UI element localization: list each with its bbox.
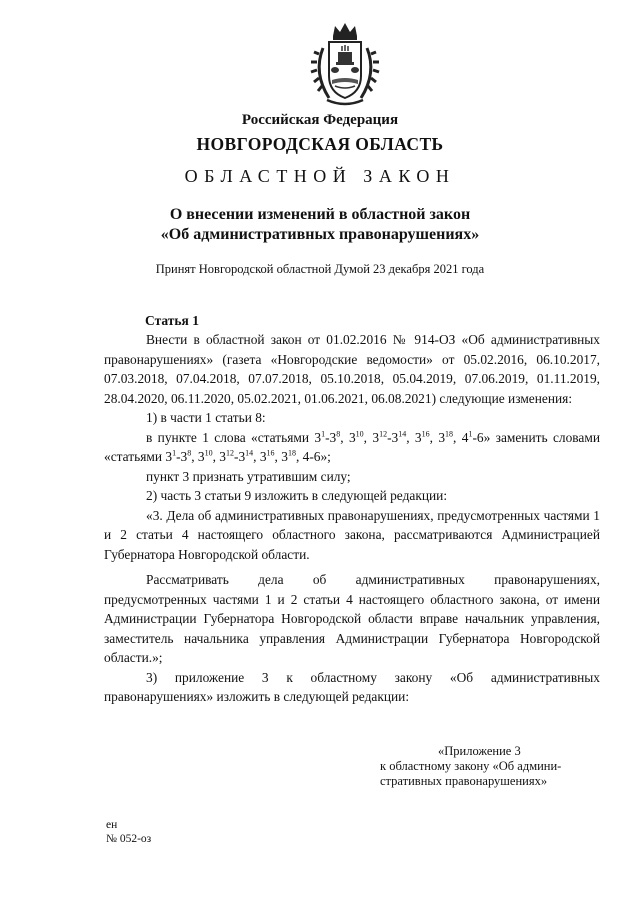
appendix-heading <box>380 744 600 789</box>
law-title <box>60 205 580 245</box>
footer-initials: ен <box>106 819 118 831</box>
appendix-line3: стративных правонарушениях» <box>380 774 548 788</box>
paragraph-item-1-point-3: пункт 3 признать утратившим силу; <box>146 468 351 484</box>
region-name: НОВГОРОДСКАЯ ОБЛАСТЬ <box>196 134 444 154</box>
paragraph-item-2: 2) часть 3 статьи 9 изложить в следующей редакции: <box>146 488 448 503</box>
paragraph-item-1: 1) в части 1 статьи 8: <box>146 410 266 425</box>
appendix-line1: «Приложение 3 <box>438 744 521 758</box>
paragraph-item-1-words: в пункте 1 слова «статьями $3^1-3^8$, $3^{10}$, $3^{12}-3^{14}$, $3^{16}$, $3^{18}$, $4^1-6$» заменить словами «статьями $3^1-3^8$, $3^{10}$, $3^{12}-3^{14}$, $3^{16}$, $3^{18}$, 4-6»; <box>104 429 600 464</box>
law-type: ОБЛАСТНОЙ ЗАКОН <box>184 166 456 186</box>
footer-number: № 052-оз <box>106 833 152 845</box>
paragraph-quote-consider: Рассматривать дела об административных правонарушениях, предусмотренных частями 1 и 2 статьи 4 настоящего областного закона, от имени Администрации Губернатора Новгородской области вправе начальник управления, заместитель начальника управления Администрации Губернатора Новгородской области.»; <box>104 572 600 665</box>
document-body <box>104 330 600 707</box>
paragraph-quote-part-3: «3. Дела об административных правонарушениях, предусмотренных частями 1 и 2 статьи 4 настоящего областного закона, рассматриваются Администрацией Губернатора Новгородской области. <box>104 507 600 562</box>
paragraph-item-3: 3) приложение 3 к областному закону «Об административных правонарушениях» изложить в следующей редакции: <box>104 669 600 704</box>
footer-registration <box>106 818 151 846</box>
adoption-line: Принят Новгородской областной Думой 23 декабря 2021 года <box>155 262 485 276</box>
federation-name: Российская Федерация <box>241 112 399 128</box>
appendix-line2: к областному закону «Об админи- <box>380 759 562 773</box>
law-title-line2: «Об административных правонарушениях» <box>160 226 480 243</box>
law-title-line1: О внесении изменений в областной закон <box>169 206 471 223</box>
novgorod-coat-of-arms-icon <box>305 18 385 110</box>
article-heading: Статья 1 <box>145 313 199 328</box>
paragraph-amendment-intro: Внести в областной закон от 01.02.2016 № 914-ОЗ «Об административных правонарушениях» (газета «Новгородские ведомости» от 05.02.2016, 06.10.2017, 07.03.2018, 07.04.2018, 07.07.2018, 05.10.2018, 05.04.2019, 07.06.2019, 01.11.2019, 28.04.2020, 06.11.2020, 05.02.2021, 01.06.2021, 06.08.2021) следующие изменения: <box>104 332 600 406</box>
